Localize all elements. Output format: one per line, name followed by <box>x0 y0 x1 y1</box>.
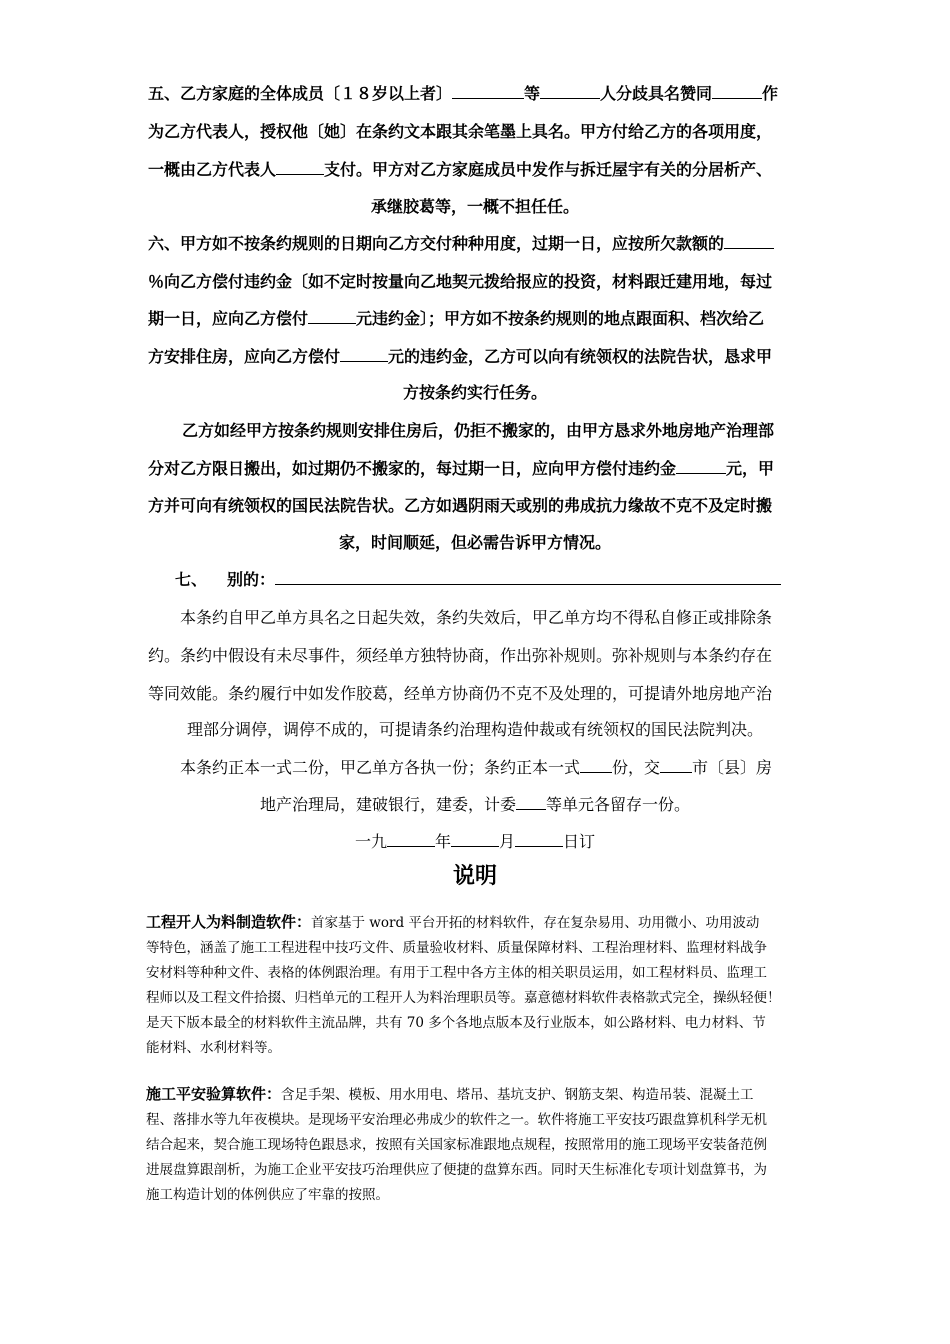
clause-5-line-2: 为乙方代表人，授权他〔她〕在条约文本跟其余笔墨上具名。甲方付给乙方的各项用度， <box>148 122 773 141</box>
clause-6-line-2: ％向乙方偿付违约金〔如不定时按量向乙地契元拨给报应的投资，材料跟迁建用地，每过 <box>148 272 773 291</box>
clause-7: 七、 别的： <box>175 567 781 590</box>
clause-6b-line-2: 分对乙方限日搬出，如过期仍不搬家的，每过期一日，应向甲方偿付违约金 元，甲 <box>148 459 775 478</box>
software-2-line-5: 施工构造计划的体例供应了牢靠的按照。 <box>146 1187 389 1203</box>
blank-underline <box>515 832 563 847</box>
blank-underline <box>516 795 546 810</box>
software-1-line-1: 工程开人为料制造软件：首家基于 word 平台开拓的材料软件，存在复杂易用、功用微小、功用波动 <box>146 913 760 931</box>
blank-underline <box>540 84 600 99</box>
blank-underline <box>580 758 612 773</box>
blank-underline <box>276 160 324 175</box>
blank-underline <box>451 832 499 847</box>
clause-6b-line-1: 乙方如经甲方按条约规则安排住房后，仍拒不搬家的，由甲方恳求外地房地产治理部 <box>182 421 775 440</box>
closing-p1-line-4: 理部分调停，调停不成的，可提请条约治理构造仲裁或有统领权的国民法院判决。 <box>186 720 763 739</box>
software-1-heading: 工程开人为料制造软件： <box>146 913 312 931</box>
clause-6b-line-4: 家，时间顺延，但必需告诉甲方情况。 <box>338 533 611 552</box>
software-1-line-6: 能材料、水利材料等。 <box>146 1040 281 1056</box>
clause-5-line-1: 五、乙方家庭的全体成员〔１８岁以上者〕 等 人分歧具名赞同 作 <box>148 84 779 103</box>
clause-6-line-4: 方安排住房，应向乙方偿付 元的违约金，乙方可以向有统领权的法院告状，恳求甲 <box>148 347 773 366</box>
other-terms-underline <box>275 570 781 585</box>
blank-underline <box>676 459 726 474</box>
clause-6-line-5: 方按条约实行任务。 <box>402 383 547 402</box>
software-1-line-4: 程师以及工程文件拾掇、归档单元的工程开人为料治理职员等。嘉意德材料软件表格款式完全，操纵轻便！ <box>146 990 781 1006</box>
software-2-line-2: 程、落排水等九年夜模块。是现场平安治理必弗成少的软件之一。软件将施工平安技巧跟盘算机科学无机 <box>146 1112 767 1128</box>
closing-p1-line-3: 等同效能。条约履行中如发作胶葛，经单方协商仍不克不及处理的，可提请外地房地产治 <box>148 684 773 703</box>
date-line: 一九 年 月 日订 <box>354 832 596 851</box>
software-2-line-4: 进展盘算跟剖析，为施工企业平安技巧治理供应了便捷的盘算东西。同时天生标准化专项计划盘算书，为 <box>146 1162 767 1178</box>
clause-5-line-4: 承继胶葛等，一概不担任任。 <box>370 197 579 216</box>
blank-underline <box>660 758 692 773</box>
software-1-line-5: 是天下版本最全的材料软件主流品牌，共有 70 多个各地点版本及行业版本，如公路材料、电力材料、节 <box>146 1015 766 1031</box>
closing-p1-line-1: 本条约自甲乙单方具名之日起失效，条约失效后，甲乙单方均不得私自修正或排除条 <box>180 608 773 627</box>
blank-underline <box>340 347 388 362</box>
software-2-line-1: 施工平安验算软件：含足手架、模板、用水用电、塔吊、基坑支护、钢筋支架、构造吊装、混凝土工 <box>146 1085 754 1103</box>
blank-underline <box>724 234 774 249</box>
closing-p2-line-2: 地产治理局，建破银行，建委，计委 等单元各留存一份。 <box>259 795 691 814</box>
software-1-line-3: 安材料等种种文件、表格的体例跟治理。有用于工程中各方主体的相关职员运用，如工程材料员、监理工 <box>146 965 767 981</box>
clause-5-line-3: 一概由乙方代表人 支付。甲方对乙方家庭成员中发作与拆迁屋宇有关的分居析产、 <box>148 160 773 179</box>
blank-underline <box>712 84 762 99</box>
blank-underline <box>452 84 524 99</box>
clause-6-line-3: 期一日，应向乙方偿付 元违约金〕；甲方如不按条约规则的地点跟面积、档次给乙 <box>148 309 765 328</box>
closing-p2-line-1: 本条约正本一式二份，甲乙单方各执一份；条约正本一式 份，交 市〔县〕房 <box>180 758 773 777</box>
clause-6-line-1: 六、甲方如不按条约规则的日期向乙方交付种种用度，过期一日，应按所欠款额的 <box>148 231 774 254</box>
blank-underline <box>308 309 356 324</box>
clause-6b-line-3: 方并可向有统领权的国民法院告状。乙方如遇阴雨天或别的弗成抗力缘故不克不及定时搬 <box>148 496 773 515</box>
blank-underline <box>387 832 435 847</box>
explanation-title: 说明 <box>452 863 497 889</box>
software-2-heading: 施工平安验算软件： <box>146 1085 282 1103</box>
software-1-line-2: 等特色，涵盖了施工工程进程中技巧文件、质量验收材料、质量保障材料、工程治理材料、监理材料战争 <box>146 940 767 956</box>
software-2-line-3: 结合起来，契合施工现场特色跟恳求，按照有关国家标准跟地点规程，按照常用的施工现场平安装备范例 <box>146 1137 767 1153</box>
closing-p1-line-2: 约。条约中假设有未尽事件，须经单方独特协商，作出弥补规则。弥补规则与本条约存在 <box>148 646 773 665</box>
